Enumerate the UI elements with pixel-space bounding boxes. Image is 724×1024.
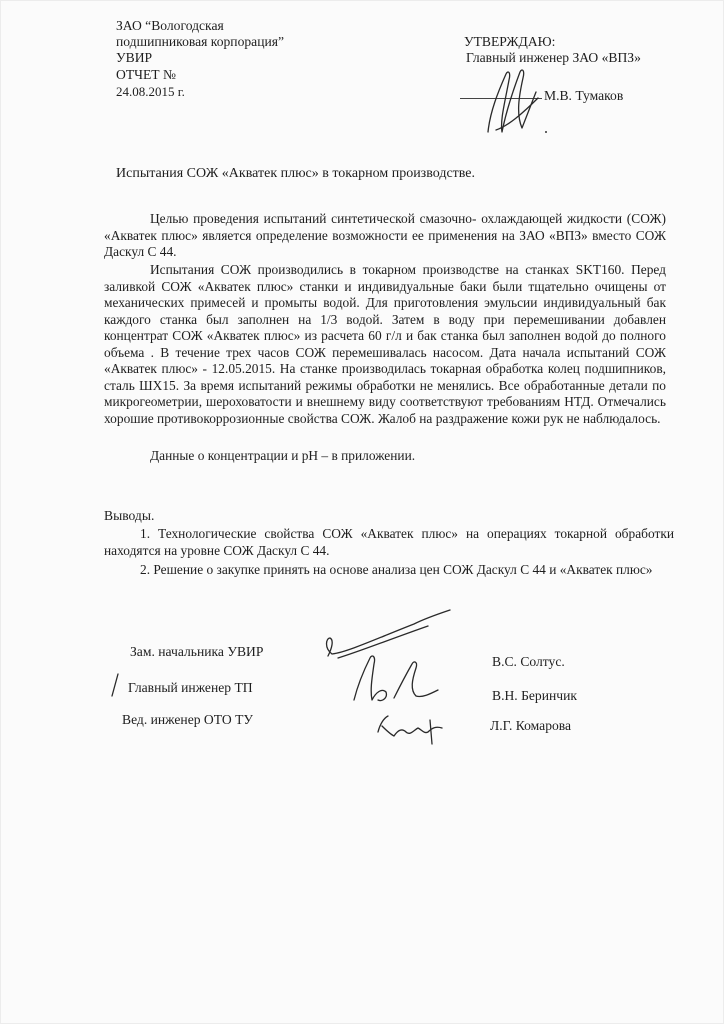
signatory-position-2: Главный инженер ТП: [128, 680, 253, 695]
approver-position: Главный инженер ЗАО «ВПЗ»: [466, 50, 641, 65]
tick-mark: [108, 672, 122, 698]
paragraph-test-description: Испытания СОЖ производились в токарном производстве на станках SKT160. Перед заливкой СОЖ «Акватек плюс» станки и индивидуальные баки были тщательно очищены от механических примесей и промыты водой. Для приготовления эмульсии индивидуальный бак каждого станка был заполнен на 1/3 водой. Затем в воду при перемешивании добавлен концентрат СОЖ «Акватек плюс» из расчета 60 г/л и бак станка был заполнен водой до полного объема . В течение трех часов СОЖ перемешивалась насосом. Дата начала испытаний СОЖ «Акватек плюс» - 12.05.2015. На станке производилась токарная обработка колец подшипников, сталь ШХ15. За время испытаний режимы обработки не менялись. Все обработанные детали по микрогеометрии, шероховатости и внешнему виду соответствуют требованиям НТД. Отмечались хорошие противокоррозионные свойства СОЖ. Жалоб на раздражение кожи рук не наблюдалось.: [104, 262, 666, 426]
conclusion-item-2: 2. Решение о закупке принять на основе анализа цен СОЖ Даскул С 44 и «Акватек плюс»: [140, 562, 653, 577]
approver-signature: [478, 62, 548, 142]
signature-2: [346, 650, 446, 710]
report-date: 24.08.2015 г.: [116, 84, 185, 99]
signature-3: [372, 710, 452, 750]
report-number: ОТЧЕТ №: [116, 67, 176, 82]
paragraph-purpose: Целью проведения испытаний синтетической смазочно- охлаждающей жидкости (СОЖ) «Акватек плюс» является определение возможности ее применения на ЗАО «ВПЗ» вместо СОЖ Даскул С 44.: [104, 211, 666, 259]
signatory-name-2: В.Н. Беринчик: [492, 688, 577, 703]
department: УВИР: [116, 50, 153, 65]
conclusions-heading: Выводы.: [104, 508, 155, 523]
approver-name: М.В. Тумаков: [544, 88, 624, 103]
org-name-line2: подшипниковая корпорация”: [116, 34, 285, 49]
signatory-name-1: В.С. Солтус.: [492, 654, 565, 669]
mark-dot: [545, 131, 547, 133]
document-title: Испытания СОЖ «Акватек плюс» в токарном производстве.: [116, 166, 476, 181]
signatory-name-3: Л.Г. Комарова: [490, 718, 572, 733]
signatory-position-1: Зам. начальника УВИР: [130, 644, 264, 659]
org-name-line1: ЗАО “Вологодская: [116, 18, 224, 33]
paragraph-appendix-note: Данные о концентрации и рН – в приложении.: [150, 448, 416, 463]
signatory-position-3: Вед. инженер ОТО ТУ: [122, 712, 254, 727]
approval-heading: УТВЕРЖДАЮ:: [464, 34, 556, 49]
conclusion-item-1: 1. Технологические свойства СОЖ «Акватек плюс» на операциях токарной обработки находятся на уровне СОЖ Даскул С 44.: [104, 526, 674, 558]
